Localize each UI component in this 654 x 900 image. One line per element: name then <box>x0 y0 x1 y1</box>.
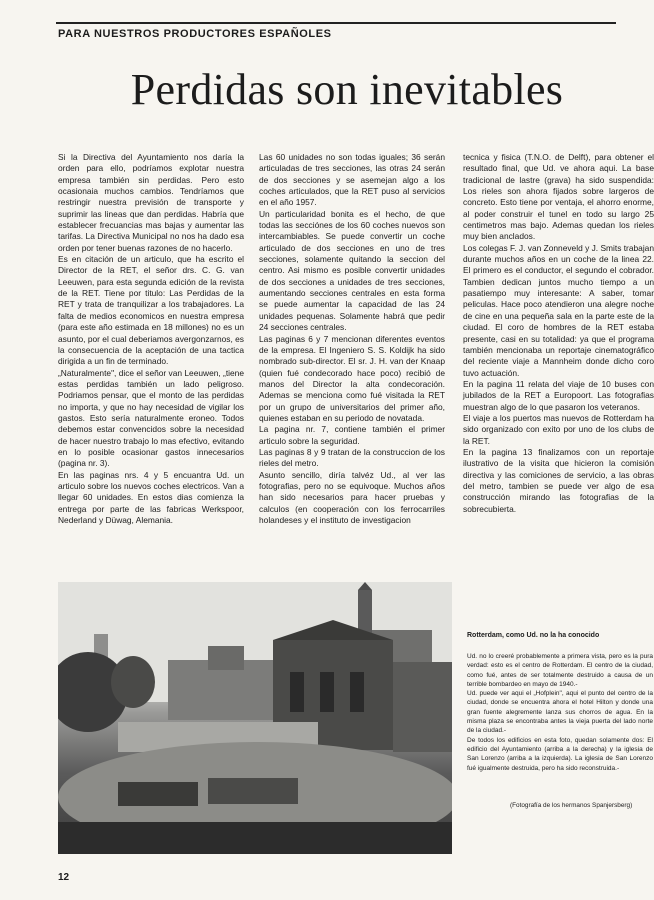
historic-rotterdam-photo <box>58 582 452 854</box>
paragraph: Asunto sencillo, diría talvéz Ud., al ver las fotografias, pero no se equivoque. Muchos años han sido necesarios para hacer pruebas y calculos (en cooperación con los ferrocarriles holandeses y el instituto de investigacion <box>259 469 445 525</box>
paragraph: El viaje a los puertos mas nuevos de Rotterdam ha sido organizado con exito por uno de los clubs de la RET. <box>463 412 654 446</box>
paragraph: En la pagina 11 relata del viaje de 10 buses con jubilados de la RET a Europoort. Las fotografias muestran algo de lo que pasaron los veteranos. <box>463 378 654 412</box>
photo-illustration <box>58 582 452 854</box>
page-number: 12 <box>58 872 70 883</box>
paragraph: Los colegas F. J. van Zonneveld y J. Smits trabajan durante muchos años en un coche de la linea 22. El primero es el conductor, el segundo el cobrador. Tambien dedican juntos mucho tiempo a un pasatiempo muy interesante: A saber, tomar peliculas. Hace poco atendieron una alegre noche de cine en una pequeña sala en la parte este de la ciudad. El coro de hombres de la RET estaba presente, casi en su totalidad: ya que el programa también mencionaba un reportaje cinematográfico del reciente viaje a Mannheim donde dicho coro tuvo actuación. <box>463 242 654 378</box>
caption-paragraph: Ud. no lo creeré probablemente a primera vista, pero es la pura verdad: esto es el centro de Rotterdam. El centro de la ciudad, como fué, antes de ser totalmente destruido a causa de un terrible bombardeo en mayo de 1940.- <box>467 653 653 688</box>
article-title: Perdidas son inevitables <box>130 65 564 114</box>
section-label: PARA NUESTROS PRODUCTORES ESPAÑOLES <box>58 28 332 40</box>
paragraph: Las paginas 6 y 7 mencionan diferentes eventos de la empresa. El Ingeniero S. S. Koldijk ha sido nombrado sub-director. El sr. J. H. van der Knaap (quien fué condecorado hace poco) recibió de manos del Director la alta condecoración. Ademas se menciona como fué visitada la RET por un grupo de universitarios del primer año, quienes estaban en su periodo de novatada. <box>259 333 445 423</box>
caption-paragraph: Ud. puede ver aqui el „Hofplein", aqui el punto del centro de la ciudad, donde se encuentra ahora el hotel Hilton y donde una gran fuente alegremente lanza sus chorros de agua. En la misma plaza se encontraba antes la vieja puerta del lado norte de la ciudad.- <box>467 690 653 735</box>
article-column-3 <box>463 152 654 515</box>
header-rule <box>56 22 616 24</box>
paragraph: Las 60 unidades no son todas iguales; 36 serán articuladas de tres secciones, las otras 24 serán de dos secciones y se asemejan algo a los coches articulados, que la RET puso al servicios en el año 1957. <box>259 152 445 208</box>
article-column-1 <box>58 152 244 526</box>
photo-credit: (Fotografía de los hermanos Spanjersberg) <box>510 802 633 809</box>
paragraph: tecnica y fisica (T.N.O. de Delft), para obtener el resultado final, que Ud. ve ahora aqui. La base tradicional de lastre (grava) ha sido suspendida: Los rieles son ahora fijados sobre largeros de concreto. Esto tiene por ventaja, el ahorro enorme, al poder construir el tunel en todo su largo 25 centimetros mas bajo. Ademas quedan los rieles muy bien anclados. <box>463 152 654 242</box>
caption-paragraph: De todos los edificios en esta foto, quedan solamente dos: El edificio del Ayuntamiento (arriba a la derecha) y la iglesia de San Lorenzo (arriba a la izquierda). La iglesia de San Lorenzo fué igualmente destruida, pero ha sido reconstruida.- <box>467 736 653 772</box>
paragraph: Las paginas 8 y 9 tratan de la construccion de los rieles del metro. <box>259 446 445 469</box>
photo-caption-title: Rotterdam, como Ud. no la ha conocido <box>467 632 600 639</box>
paragraph: „Naturalmente", dice el señor van Leeuwen, „tiene estas perdidas también un lado peligroso. Podriamos pensar, que el monto de las perdidas no importa, y que no hay necesidad de vigilar los gastos. Esto sería naturalmente eroneo. Todos debemos estar convencidos sobre la necesidad de hacer nuestro trabajo lo mas efectivo, evitando en lo posible ocasionar gastos innecesarios (pagina nr. 3). <box>58 367 244 469</box>
article-column-2 <box>259 152 445 526</box>
paragraph: En la pagina 13 finalizamos con un reportaje ilustrativo de la visita que hicieron la comisión directiva y las comiciones de servicio, a las obras del metro, tambien se puede ver algo de esa construcción mirando las fotografias de la sobrecubierta. <box>463 446 654 514</box>
paragraph: Un particularidad bonita es el hecho, de que todas las secciónes de los 60 coches nuevos son intercambiables. Se puede convertir un coche articulado de dos secciones en uno de tres secciones, solamente quitando la seccion del centro. Asi mismo es posible convertir unidades de dos secciones a unidades de tres secciones, aumentando secciones centrales en esta forma se puede aumentar la capacidad de las 24 unidades pequenas. Solamente habrá que pedir 24 secciones centrales. <box>259 208 445 333</box>
paragraph: La pagina nr. 7, contiene también el primer articulo sobre la seguridad. <box>259 424 445 446</box>
paragraph: Si la Directiva del Ayuntamiento nos daría la orden para ello, podríamos explotar nuestra empresa también sin perdidas. Pero esto ocasionaia muchos cambios. Tendríamos que restringir nuestra previsión de transporte y suprimir las lineas que dan perdidas. Habría que establecer frecuancias mas bajas y aumentar las tarifas. La Directiva Municipal no nos ha dado esa orden por tener buenas razones de no hacerlo. <box>58 152 244 253</box>
photo-caption <box>467 652 653 773</box>
paragraph: Es en citación de un articulo, que ha escrito el Director de la RET, el señor drs. C. G. van Leeuwen, para esta segunda edición de la revista de la RET. Tiene por titulo: Las Perdidas de la RET y trata de tranquilizar a los trabajadores. La falta de medios economicos en nuestra empresa (para este año estimada en 18 millones) no es un asunto, por el cual deberiamos avergonzarnos, es la consecuencia de la aceptación de una tactica dirigida a un fin de terminado. <box>58 254 244 367</box>
paragraph: En las paginas nrs. 4 y 5 encuantra Ud. un articulo sobre los nuevos coches electricos. Van a llegar 60 unidades. En estos dias comienza la entrega por parte de las fabricas Werkspoor, Nederland y Düwag, Alemania. <box>58 469 244 525</box>
